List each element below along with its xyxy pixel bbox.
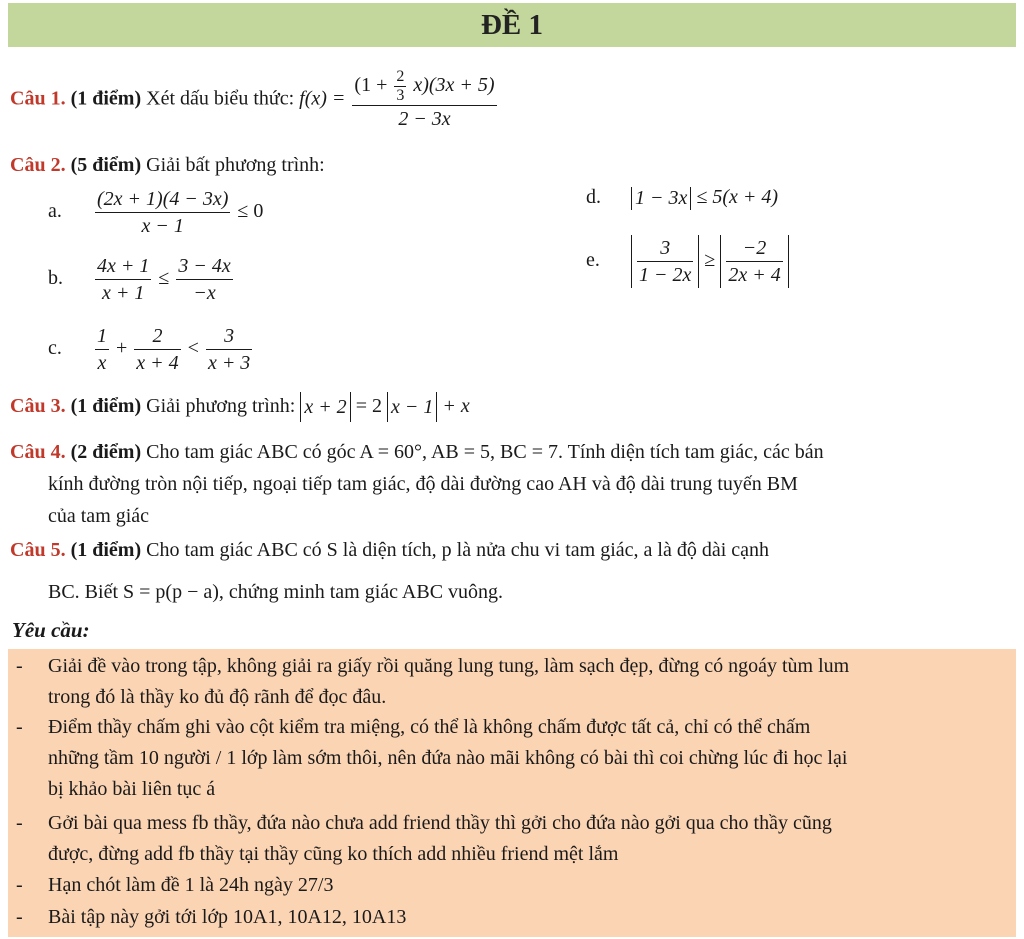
q3-text: Giải phương trình: — [146, 395, 296, 417]
q2-a-num: (2x + 1)(4 − 3x) — [95, 186, 230, 213]
q2-a-den: x − 1 — [141, 215, 184, 237]
requirement-item-1: - Giải đề vào trong tập, không giải ra giấy rồi quăng lung tung, làm sạch đẹp, đừng có ngoáy tùm lum trong đó là thầy ko đủ độ rãnh để đọc đâu. — [16, 655, 850, 708]
question-4 — [10, 437, 824, 467]
q2-text: Giải bất phương trình: — [146, 154, 325, 176]
q1-points: (1 điểm) — [70, 87, 142, 110]
q2-points: (5 điểm) — [70, 154, 142, 176]
q4-line-1: Cho tam giác ABC có góc A = 60°, AB = 5, BC = 7. Tính diện tích tam giác, các bán — [146, 441, 824, 463]
q5-line-2: BC. Biết S = p(p − a), chứng minh tam giác ABC vuông. — [48, 581, 504, 603]
q3-tail: + x — [442, 395, 470, 417]
q2-a-rest: ≤ 0 — [237, 200, 264, 223]
q2-c-den-3: x + 3 — [207, 352, 251, 374]
q5-line-1: Cho tam giác ABC có S là diện tích, p là nửa chu vi tam giác, a là độ dài cạnh — [146, 539, 770, 561]
q3-abs-2: x − 1 — [387, 392, 437, 422]
q3-label: Câu 3. — [10, 395, 66, 417]
question-1 — [10, 68, 499, 132]
q2-label: Câu 2. — [10, 154, 66, 176]
q2-item-c — [48, 323, 254, 376]
req-2-line-1: Điểm thầy chấm ghi vào cột kiểm tra miệng, có thể là không chấm được tất cả, chỉ có thể chấm — [48, 716, 811, 738]
q2-c-fraction-3 — [206, 323, 252, 376]
q1-label: Câu 1. — [10, 87, 66, 110]
q4-label: Câu 4. — [10, 441, 66, 463]
q2-c-fraction-1 — [95, 323, 109, 376]
q2-b-fraction-1 — [95, 253, 151, 306]
q2-a-label: a. — [48, 200, 62, 223]
q2-c-num-2: 2 — [134, 323, 180, 350]
q2-b-op: ≤ — [158, 267, 170, 290]
question-2 — [10, 150, 325, 180]
req-1-line-2: trong đó là thầy ko đủ độ rãnh để đọc đâu. — [48, 686, 387, 708]
q1-num-left: (1 + — [354, 74, 388, 97]
q1-inner-den: 3 — [396, 87, 405, 104]
q2-item-e — [586, 235, 789, 288]
q3-abs-1: x + 2 — [300, 392, 350, 422]
req-5-line-1: Bài tập này gởi tới lớp 10A1, 10A12, 10A13 — [48, 906, 407, 928]
q1-text: Xét dấu biểu thức: — [146, 87, 295, 110]
q2-e-den-2: 2x + 4 — [728, 264, 781, 286]
q2-item-d — [586, 186, 778, 210]
q2-b-den-2: −x — [193, 282, 216, 304]
req-4-line-1: Hạn chót làm đề 1 là 24h ngày 27/3 — [48, 874, 334, 896]
q2-d-label: d. — [586, 186, 601, 208]
q4-line-2: kính đường tròn nội tiếp, ngoại tiếp tam giác, độ dài đường cao AH và độ dài trung tuyến BM — [48, 473, 798, 495]
q1-fx: f(x) = — [299, 87, 346, 110]
question-5 — [10, 535, 769, 565]
requirements-box — [8, 649, 1016, 937]
q2-a-fraction — [95, 186, 230, 239]
q1-fraction — [352, 68, 496, 132]
requirement-item-4: - Hạn chót làm đề 1 là 24h ngày 27/3 — [16, 870, 1016, 901]
requirement-item-5: - Bài tập này gởi tới lớp 10A1, 10A12, 10A13 — [16, 902, 1016, 933]
req-3-line-1: Gởi bài qua mess fb thầy, đứa nào chưa add friend thầy thì gởi cho đứa nào gởi qua cho thầy cũng — [48, 812, 832, 834]
q2-c-op-2: < — [187, 337, 199, 360]
q2-e-den-1: 1 − 2x — [639, 264, 692, 286]
q2-e-abs-1 — [631, 235, 699, 288]
q3-mid: = 2 — [355, 395, 382, 417]
q2-item-b — [48, 253, 235, 306]
q5-points: (1 điểm) — [70, 539, 142, 561]
q2-b-num-2: 3 − 4x — [176, 253, 232, 280]
q4-points: (2 điểm) — [70, 441, 142, 463]
req-1-line-1: Giải đề vào trong tập, không giải ra giấy rồi quăng lung tung, làm sạch đẹp, đừng có ngoáy tùm lum — [48, 655, 850, 677]
q2-item-a — [48, 186, 263, 239]
q4-line-3: của tam giác — [48, 505, 150, 527]
q2-c-num-1: 1 — [95, 323, 109, 350]
requirement-item-3: - Gởi bài qua mess fb thầy, đứa nào chưa add friend thầy thì gởi cho đứa nào gởi qua cho thầy cũng được, đừng add fb thầy tại thầy cũng ko thích add nhiều friend mệt lắm — [16, 812, 832, 865]
q2-b-label: b. — [48, 267, 63, 290]
q2-e-abs-2 — [720, 235, 788, 288]
q2-b-fraction-2 — [176, 253, 232, 306]
q2-d-rest: ≤ 5(x + 4) — [696, 186, 779, 208]
requirements-title: Yêu cầu: — [12, 618, 90, 642]
question-3 — [10, 391, 470, 422]
title-text: ĐỀ 1 — [480, 8, 544, 41]
page-title — [8, 3, 1016, 47]
q1-num-right: x)(3x + 5) — [413, 74, 495, 97]
q2-b-num-1: 4x + 1 — [95, 253, 151, 280]
q2-e-label: e. — [586, 249, 600, 272]
q5-label: Câu 5. — [10, 539, 66, 561]
q2-e-num-1: 3 — [637, 235, 693, 262]
q2-e-op: ≥ — [704, 249, 716, 272]
req-3-line-2: được, đừng add fb thầy tại thầy cũng ko thích add nhiều friend mệt lắm — [48, 843, 619, 865]
req-2-line-3: bị khảo bài liên tục á — [48, 778, 216, 800]
requirement-item-2: - Điểm thầy chấm ghi vào cột kiểm tra miệng, có thể là không chấm được tất cả, chỉ có thể chấm những tầm 10 người / 1 lớp làm sớm thôi, nên đứa nào mãi không có bài thì coi chừng lúc đi học lại bị khảo bài liên tục á — [16, 716, 848, 800]
q2-c-den-1: x — [97, 352, 107, 374]
q2-e-num-2: −2 — [726, 235, 782, 262]
q2-d-abs: 1 − 3x — [631, 187, 691, 210]
q2-c-label: c. — [48, 337, 62, 360]
q2-c-num-3: 3 — [206, 323, 252, 350]
q2-c-fraction-2 — [134, 323, 180, 376]
q2-c-den-2: x + 4 — [136, 352, 179, 374]
q1-den: 2 − 3x — [398, 108, 451, 130]
q3-points: (1 điểm) — [70, 395, 142, 417]
q1-inner-num: 2 — [396, 68, 405, 85]
q2-c-op-1: + — [116, 337, 128, 360]
req-2-line-2: những tầm 10 người / 1 lớp làm sớm thôi, nên đứa nào mãi không có bài thì coi chừng lúc đi học lại — [48, 747, 848, 769]
q2-b-den-1: x + 1 — [102, 282, 145, 304]
